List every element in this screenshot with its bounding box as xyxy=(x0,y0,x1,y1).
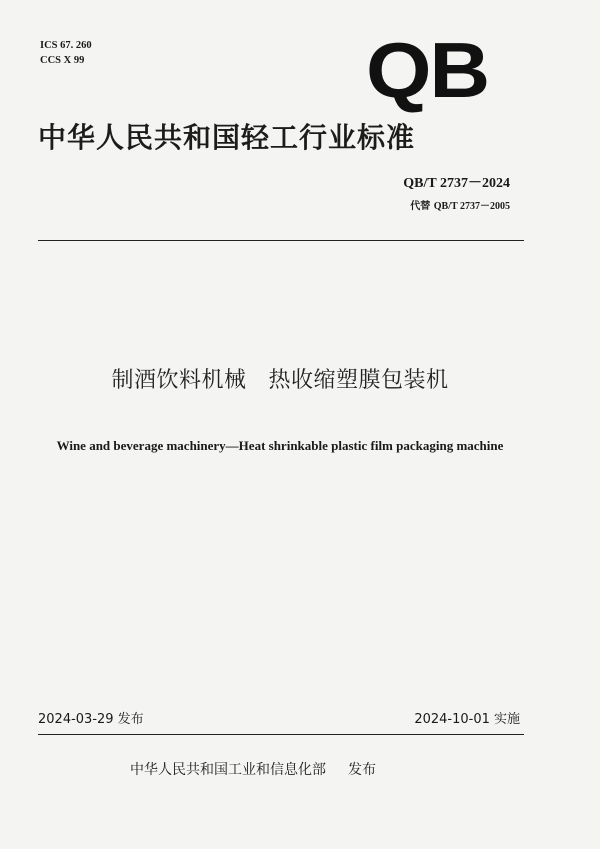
document-title-part1: 制酒饮料机械 xyxy=(111,368,247,393)
issuer-name: 中华人民共和国工业和信息化部 xyxy=(130,762,326,778)
replaces-code: QB/T 2737－2005 xyxy=(433,201,510,212)
implementation-date: 2024-10-01 实施 xyxy=(414,712,520,727)
qb-logo: QB xyxy=(365,26,488,114)
footer-divider xyxy=(38,734,524,735)
standard-title: 中华人民共和国轻工行业标准 xyxy=(38,121,416,154)
document-title-english: Wine and beverage machinery—Heat shrinkable plastic film packaging machine xyxy=(56,438,504,453)
issuer xyxy=(130,760,376,780)
issue-date: 2024-03-29 发布 xyxy=(38,712,144,727)
document-title xyxy=(0,366,560,396)
standard-number: QB/T 2737－2024 xyxy=(403,176,510,191)
document-title-part2: 热收缩塑膜包装机 xyxy=(268,368,449,393)
ccs-code: CCS X 99 xyxy=(40,55,85,66)
header-divider xyxy=(38,240,524,241)
ics-code: ICS 67. 260 xyxy=(40,40,92,51)
replaces-note xyxy=(410,200,510,214)
issuer-action: 发布 xyxy=(348,762,376,778)
classification-codes xyxy=(40,38,92,68)
replaces-label: 代替 xyxy=(410,201,431,212)
